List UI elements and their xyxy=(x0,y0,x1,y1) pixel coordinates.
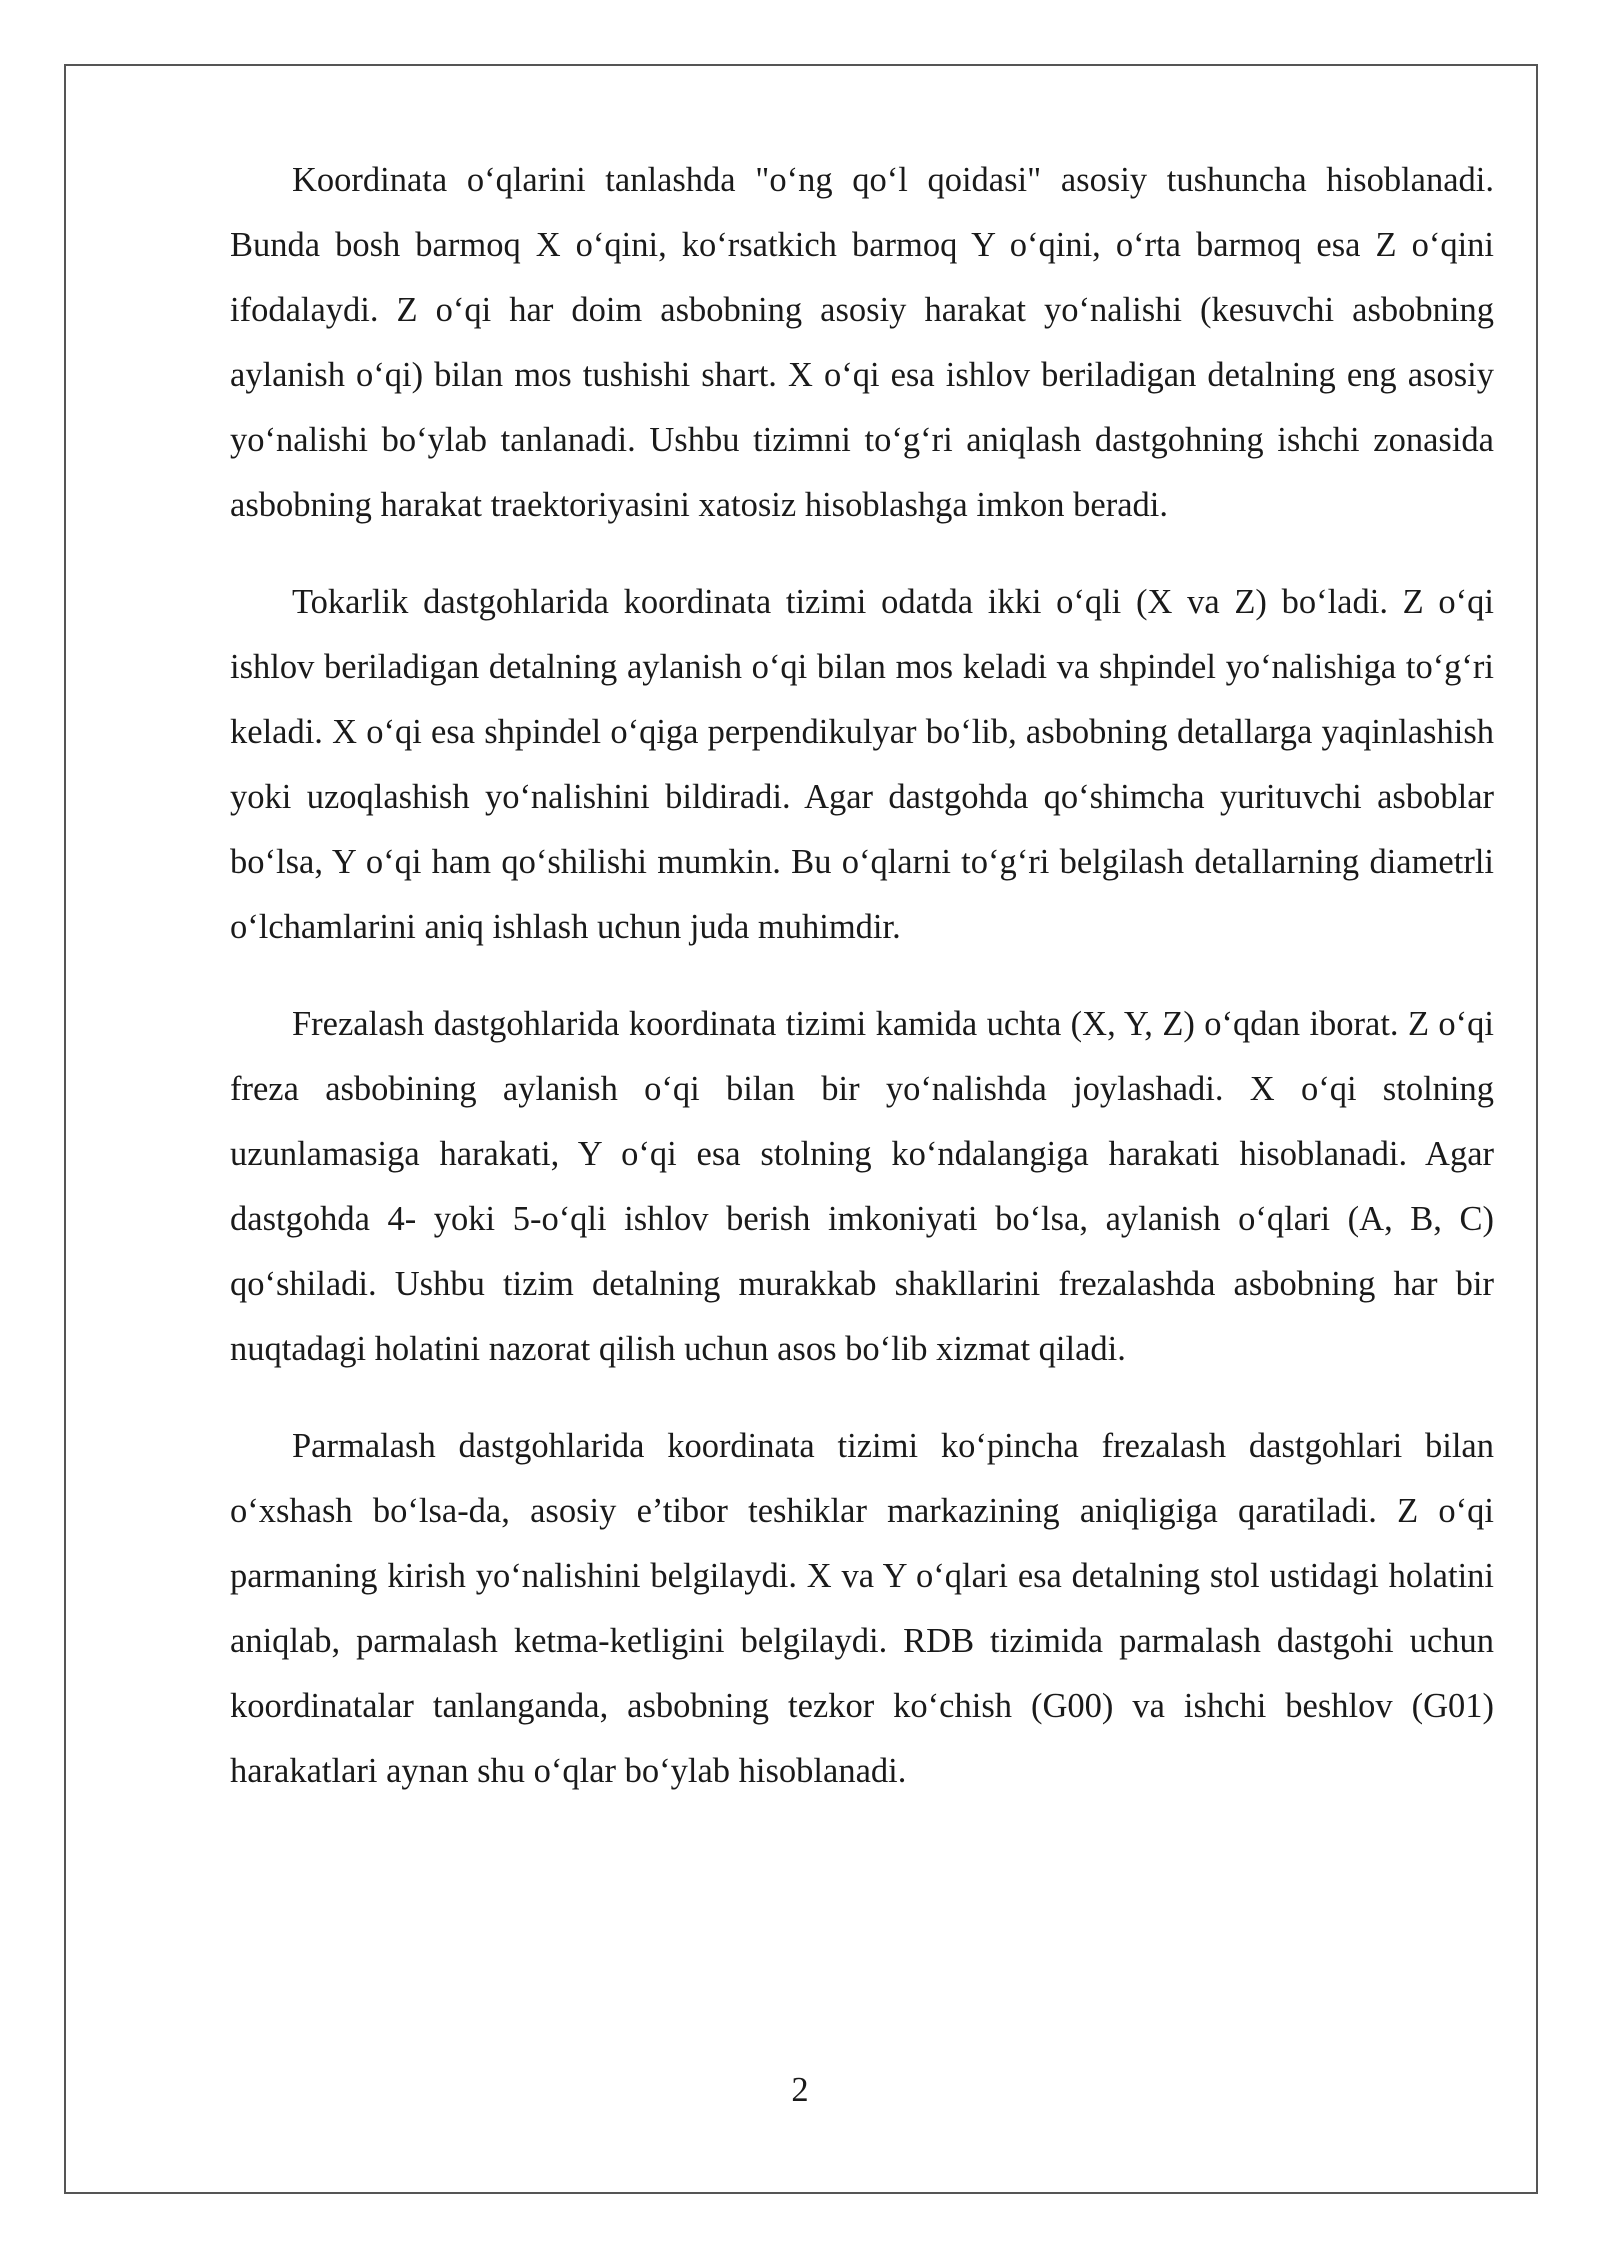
document-body xyxy=(230,148,1494,1836)
paragraph-milling-coordinates: Frezalash dastgohlarida koordinata tizimi kamida uchta (X, Y, Z) o‘qdan iborat. Z o‘qi freza asbobining aylanish o‘qi bilan bir yo‘nalishda joylashadi. X o‘qi stolning uzunlamasiga harakati, Y o‘qi esa stolning ko‘ndalangiga harakati hisoblanadi. Agar dastgohda 4- yoki 5-o‘qli ishlov berish imkoniyati bo‘lsa, aylanish o‘qlari (A, B, C) qo‘shiladi. Ushbu tizim detalning murakkab shakllarini frezalashda asbobning har bir nuqtadagi holatini nazorat qilish uchun asos bo‘lib xizmat qiladi. xyxy=(230,1005,1494,1368)
paragraph-lathe-coordinates: Tokarlik dastgohlarida koordinata tizimi odatda ikki o‘qli (X va Z) bo‘ladi. Z o‘qi ishlov beriladigan detalning aylanish o‘qi bilan mos keladi va shpindel yo‘nalishiga to‘g‘ri keladi. X o‘qi esa shpindel o‘qiga perpendikulyar bo‘lib, asbobning detallarga yaqinlashish yoki uzoqlashish yo‘nalishini bildiradi. Agar dastgohda qo‘shimcha yurituvchi asboblar bo‘lsa, Y o‘qi ham qo‘shilishi mumkin. Bu o‘qlarni to‘g‘ri belgilash detallarning diametrli o‘lchamlarini aniq ishlash uchun juda muhimdir. xyxy=(230,583,1494,946)
paragraph-right-hand-rule: Koordinata o‘qlarini tanlashda "o‘ng qo‘l qoidasi" asosiy tushuncha hisoblanadi. Bunda bosh barmoq X o‘qini, ko‘rsatkich barmoq Y o‘qini, o‘rta barmoq esa Z o‘qini ifodalaydi. Z o‘qi har doim asbobning asosiy harakat yo‘nalishi (kesuvchi asbobning aylanish o‘qi) bilan mos tushishi shart. X o‘qi esa ishlov beriladigan detalning eng asosiy yo‘nalishi bo‘ylab tanlanadi. Ushbu tizimni to‘g‘ri aniqlash dastgohning ishchi zonasida asbobning harakat traektoriyasini xatosiz hisoblashga imkon beradi. xyxy=(230,161,1494,524)
paragraph-drilling-coordinates: Parmalash dastgohlarida koordinata tizimi ko‘pincha frezalash dastgohlari bilan o‘xshash bo‘lsa-da, asosiy e’tibor teshiklar markazining aniqligiga qaratiladi. Z o‘qi parmaning kirish yo‘nalishini belgilaydi. X va Y o‘qlari esa detalning stol ustidagi holatini aniqlab, parmalash ketma-ketligini belgilaydi. RDB tizimida parmalash dastgohi uchun koordinatalar tanlanganda, asbobning tezkor ko‘chish (G00) va ishchi beshlov (G01) harakatlari aynan shu o‘qlar bo‘ylab hisoblanadi. xyxy=(230,1427,1494,1790)
page-number: 2 xyxy=(791,2071,809,2109)
